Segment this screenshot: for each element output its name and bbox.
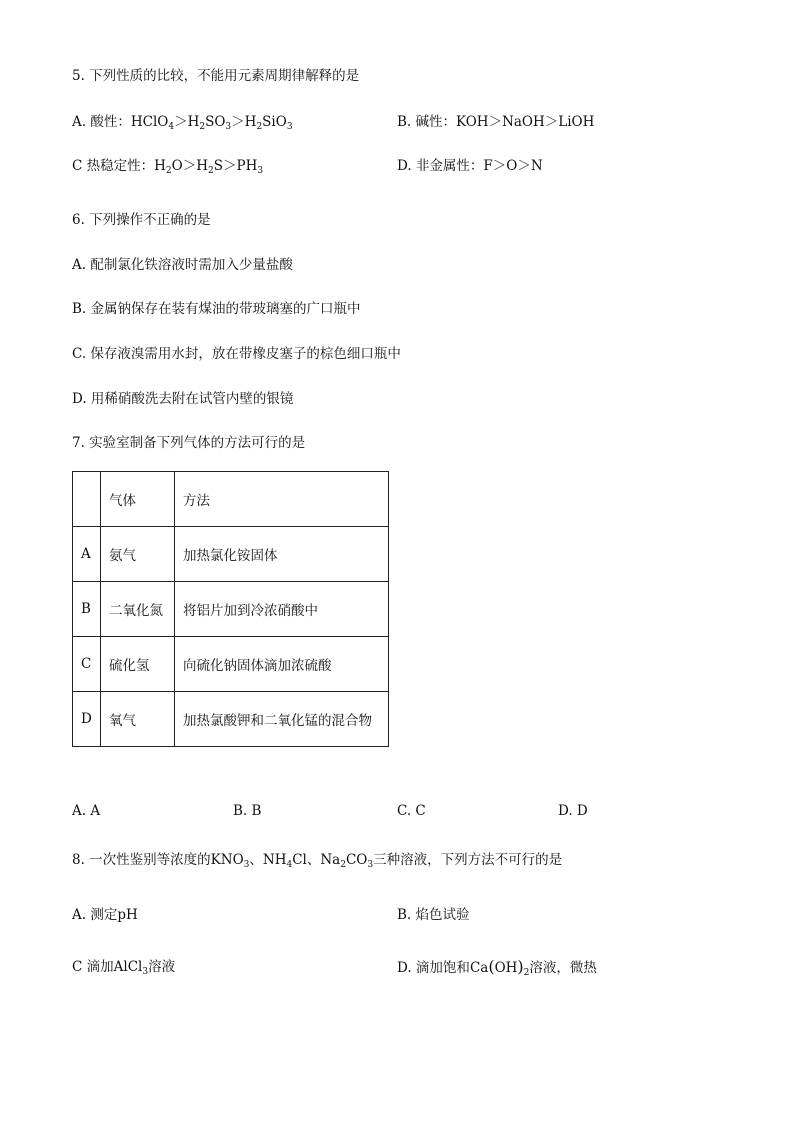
formula-sub: 2 bbox=[523, 968, 530, 978]
table-row bbox=[73, 637, 389, 692]
table-cell: 将铝片加到冷浓硝酸中 bbox=[175, 582, 389, 637]
gt-sign: ＞ bbox=[174, 114, 188, 130]
table-row bbox=[73, 527, 389, 582]
formula-part: SO bbox=[205, 114, 226, 130]
q8-option-d bbox=[397, 958, 597, 977]
q7-option-d: D. D bbox=[558, 803, 588, 819]
formula-sub: 2 bbox=[165, 166, 172, 176]
formula-part: KNO bbox=[210, 852, 244, 868]
q8-stem-post: 三种溶液，下列方法不可行的是 bbox=[373, 852, 563, 868]
formula-part: CO bbox=[345, 852, 368, 868]
q7-option-c: C. C bbox=[397, 803, 426, 819]
q6-stem: 6. 下列操作不正确的是 bbox=[72, 212, 211, 228]
formula-part: SiO bbox=[262, 114, 287, 130]
formula-part: NH bbox=[262, 852, 287, 868]
formula-sub: 2 bbox=[340, 860, 346, 870]
table-cell: C bbox=[73, 637, 101, 692]
q8-option-a: A. 测定pH bbox=[72, 907, 138, 923]
q8-option-b: B. 焰色试验 bbox=[397, 907, 470, 923]
table-cell: 加热氯酸钾和二氧化锰的混合物 bbox=[175, 692, 389, 747]
formula-part: H bbox=[196, 158, 208, 174]
q8-d-suffix: 溶液，微热 bbox=[529, 960, 597, 976]
q6-option-c: C. 保存液溴需用水封，放在带橡皮塞子的棕色细口瓶中 bbox=[72, 346, 401, 362]
formula-part: H bbox=[244, 114, 257, 130]
formula-part: Ca bbox=[469, 960, 489, 976]
q5-option-c bbox=[72, 157, 263, 175]
q6-option-a: A. 配制氯化铁溶液时需加入少量盐酸 bbox=[72, 257, 293, 273]
gt-sign: ＞ bbox=[231, 114, 245, 130]
comma: 、 bbox=[249, 852, 263, 868]
table-cell: 向硫化钠固体滴加浓硫酸 bbox=[175, 637, 389, 692]
table-cell: 方法 bbox=[175, 472, 389, 527]
formula-part: H bbox=[187, 114, 200, 130]
formula-part: OH bbox=[494, 960, 518, 976]
formula-part: AlCl bbox=[113, 959, 143, 975]
table-cell: B bbox=[73, 582, 101, 637]
q5-a-prefix: A. 酸性： bbox=[72, 114, 131, 130]
table-header-row bbox=[73, 472, 389, 527]
paren-open: ( bbox=[488, 957, 495, 976]
q8-c-prefix: C 滴加 bbox=[72, 959, 114, 975]
table-cell: D bbox=[73, 692, 101, 747]
formula-part: Cl bbox=[292, 852, 307, 868]
q5-option-b: B. 碱性：KOH＞NaOH＞LiOH bbox=[397, 114, 595, 130]
formula-sub: 3 bbox=[367, 860, 374, 870]
q6-option-b: B. 金属钠保存在装有煤油的带玻璃塞的广口瓶中 bbox=[72, 301, 361, 317]
formula-sub: 2 bbox=[199, 122, 206, 132]
formula-part: Na bbox=[320, 852, 341, 868]
q8-option-c bbox=[72, 958, 175, 976]
q8-stem bbox=[72, 851, 562, 869]
q8-d-prefix: D. 滴加饱和 bbox=[397, 960, 470, 976]
q8-c-suffix: 溶液 bbox=[148, 959, 176, 975]
q5-option-d: D. 非金属性：F＞O＞N bbox=[397, 158, 543, 174]
comma: 、 bbox=[306, 852, 321, 868]
formula-sub: 3 bbox=[142, 967, 149, 977]
formula-sub: 3 bbox=[225, 122, 232, 132]
q7-stem: 7. 实验室制备下列气体的方法可行的是 bbox=[72, 435, 306, 451]
q7-option-b: B. B bbox=[233, 803, 262, 819]
formula-sub: 2 bbox=[256, 122, 263, 132]
table-cell: 气体 bbox=[101, 472, 175, 527]
table-cell: 氧气 bbox=[101, 692, 175, 747]
q5-stem: 5. 下列性质的比较，不能用元素周期律解释的是 bbox=[72, 68, 360, 84]
formula-sub: 4 bbox=[168, 122, 175, 132]
formula-sub: 3 bbox=[257, 166, 264, 176]
table-cell: 加热氯化铵固体 bbox=[175, 527, 389, 582]
q7-table bbox=[72, 471, 389, 747]
formula-sub: 2 bbox=[208, 166, 214, 176]
q5-c-prefix: C 热稳定性： bbox=[72, 158, 155, 174]
q5-option-a bbox=[72, 113, 293, 131]
gt-sign: ＞ bbox=[222, 158, 237, 174]
table-cell: 氨气 bbox=[101, 527, 175, 582]
table-cell: 二氧化氮 bbox=[101, 582, 175, 637]
formula-part: HClO bbox=[130, 114, 169, 130]
paren-close: ) bbox=[517, 957, 524, 976]
table-row bbox=[73, 582, 389, 637]
gt-sign: ＞ bbox=[182, 158, 197, 174]
formula-sub: 3 bbox=[243, 860, 250, 870]
q6-option-d: D. 用稀硝酸洗去附在试管内壁的银镜 bbox=[72, 391, 294, 407]
formula-part: O bbox=[171, 158, 183, 174]
formula-part: PH bbox=[236, 158, 258, 174]
table-cell bbox=[73, 472, 101, 527]
q7-option-a: A. A bbox=[72, 803, 101, 819]
formula-part: H bbox=[154, 158, 166, 174]
formula-sub: 4 bbox=[286, 860, 293, 870]
table-cell: 硫化氢 bbox=[101, 637, 175, 692]
formula-sub: 3 bbox=[286, 122, 293, 132]
table-cell: A bbox=[73, 527, 101, 582]
table-row bbox=[73, 692, 389, 747]
formula-part: S bbox=[213, 158, 223, 174]
q8-stem-pre: 8. 一次性鉴别等浓度的 bbox=[72, 852, 211, 868]
